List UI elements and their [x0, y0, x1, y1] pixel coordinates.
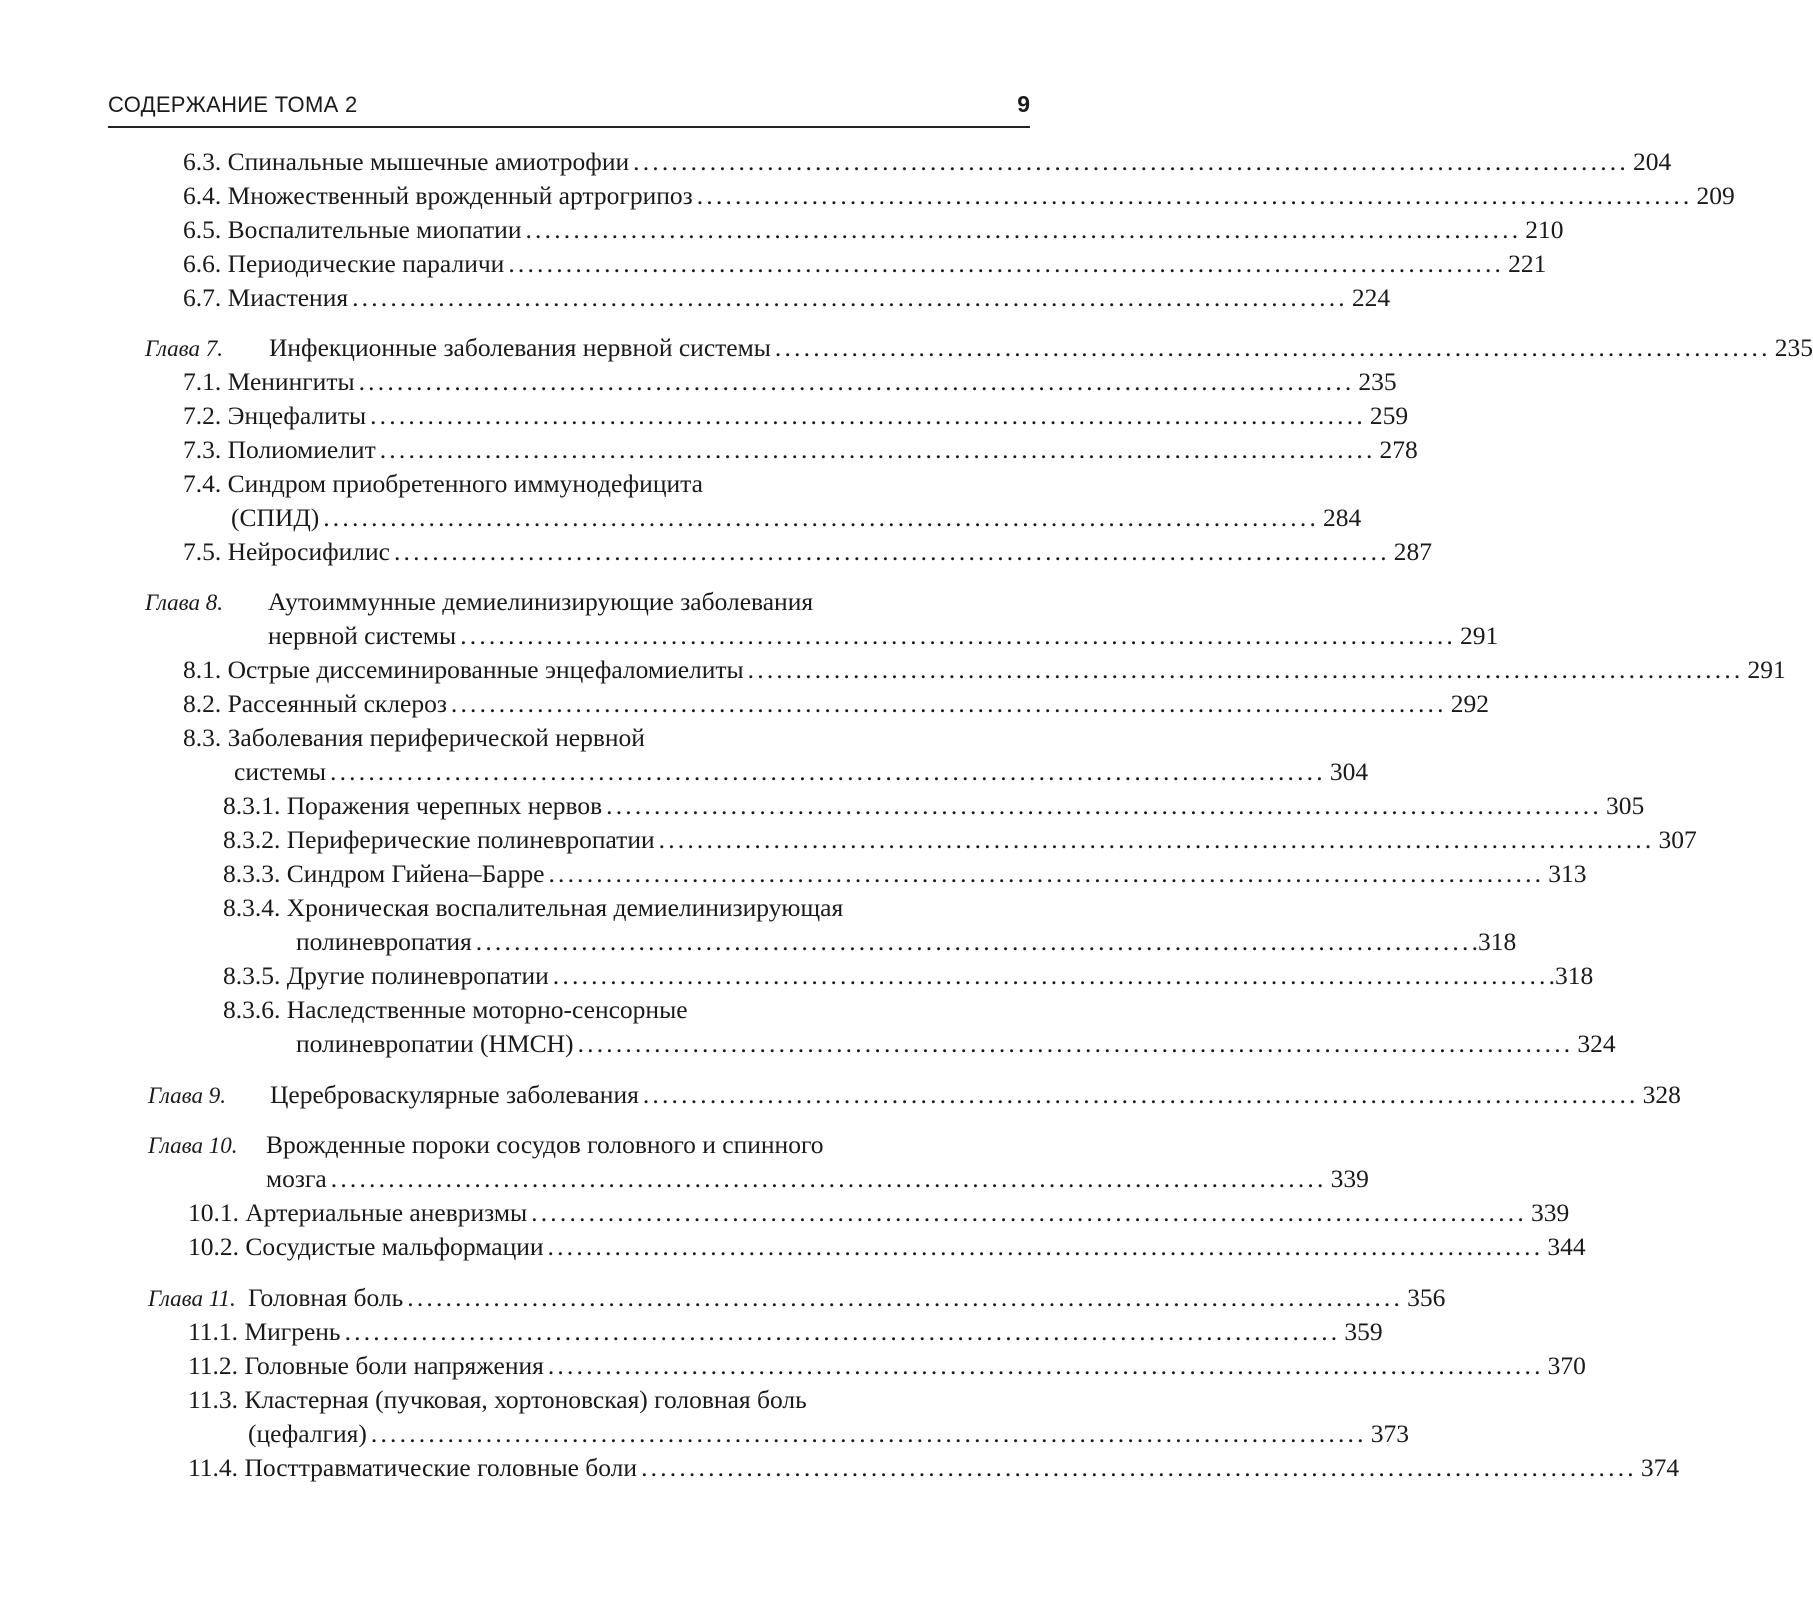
entry-title: Воспалительные миопатии [227, 215, 522, 244]
dot-leader: ........................................................................................................ [642, 1080, 1639, 1109]
entry-title: Множественный врожденный артрогрипоз [227, 181, 693, 210]
dot-leader: ........................................................................................................ [323, 503, 1320, 532]
entry-title: Спинальные мышечные амиотрофии [227, 147, 630, 176]
dot-leader: ........................................................................................................ [548, 859, 1545, 888]
toc-entry-8-3-1[interactable] [223, 789, 1645, 823]
dot-leader: ........................................................................................................ [696, 181, 1693, 210]
entry-title: Рассеянный склероз [227, 689, 447, 718]
toc-entry-8-3-line2[interactable] [234, 755, 1369, 789]
toc-entry-7-4-line1[interactable] [183, 467, 1013, 501]
page-number: 9 [1017, 91, 1030, 117]
entry-number: 7.1. [183, 367, 222, 396]
chapter-label: Глава 11. [148, 1286, 236, 1311]
toc-entry-8-3-6-line1[interactable] [223, 993, 1013, 1027]
entry-number: 6.5. [183, 215, 222, 244]
entry-page: 235 [1358, 367, 1397, 396]
entry-page: 339 [1530, 1198, 1570, 1227]
entry-number: 10.1. [188, 1198, 239, 1227]
entry-page: 373 [1370, 1419, 1409, 1448]
chapter-label: Глава 10. [148, 1133, 238, 1158]
entry-page: 344 [1547, 1232, 1586, 1261]
entry-title: Периферические полиневропатии [286, 825, 655, 854]
entry-number: 8.3.1. [223, 791, 281, 820]
entry-title-continued: полиневропатии (НМСН) [296, 1029, 574, 1058]
entry-page: 210 [1525, 215, 1564, 244]
entry-title-continued: (СПИД) [231, 503, 320, 532]
entry-number: 8.1. [183, 655, 222, 684]
dot-leader: ........................................................................................................ [606, 791, 1602, 820]
toc-entry-7-2[interactable] [183, 399, 1409, 433]
entry-number: 11.1. [188, 1317, 239, 1346]
chapter-title-continued: нервной системы [268, 621, 457, 650]
entry-page: 291 [1747, 655, 1786, 684]
dot-leader: ........................................................................................................ [370, 1419, 1367, 1448]
entry-title: Артериальные аневризмы [245, 1198, 528, 1227]
toc-entry-6-3[interactable] [183, 145, 1672, 179]
entry-title: Поражения черепных нервов [286, 791, 603, 820]
entry-title: Синдром Гийена–Барре [286, 859, 545, 888]
toc-chapter-8-line2[interactable] [268, 619, 1499, 653]
toc-entry-11-3-line2[interactable] [248, 1417, 1409, 1451]
entry-page: 224 [1351, 283, 1391, 312]
toc-entry-8-3-5[interactable] [223, 959, 1594, 993]
toc-entry-7-4-line2[interactable] [231, 501, 1362, 535]
toc-entry-11-4[interactable] [188, 1451, 1680, 1485]
toc-entry-7-3[interactable] [183, 433, 1418, 467]
dot-leader: ........................................................................................................ [475, 927, 1472, 956]
entry-number: 11.2. [188, 1351, 239, 1380]
entry-number: 7.5. [183, 537, 222, 566]
entry-number: 6.4. [183, 181, 222, 210]
toc-chapter-8-line1[interactable] [145, 585, 1013, 619]
toc-entry-6-7[interactable] [183, 281, 1391, 315]
entry-title-continued: (цефалгия) [248, 1419, 367, 1448]
entry-title: Наследственные моторно-сенсорные [286, 995, 688, 1024]
chapter-title: Аутоиммунные демиелинизирующие заболевания [268, 587, 814, 616]
chapter-title: Головная боль [248, 1283, 404, 1312]
dot-leader: ........................................................................................................ [531, 1198, 1527, 1227]
entry-page: 313 [1548, 859, 1587, 888]
entry-title: Синдром приобретенного иммунодефицита [227, 469, 703, 498]
toc-entry-8-1[interactable] [183, 653, 1786, 687]
dot-leader: ........................................................................................................ [641, 1453, 1637, 1482]
entry-title: Сосудистые мальформации [245, 1232, 544, 1261]
dot-leader: ........................................................................................................ [633, 147, 1629, 176]
entry-number: 8.3.3. [223, 859, 281, 888]
dot-leader: ........................................................................................................ [344, 1317, 1341, 1346]
dot-leader: ........................................................................................................ [547, 1351, 1544, 1380]
entry-title-continued: системы [234, 757, 327, 786]
entry-title: Кластерная (пучковая, хортоновская) головная боль [244, 1385, 807, 1414]
chapter-title: Цереброваскулярные заболевания [270, 1080, 639, 1109]
toc-entry-11-3-line1[interactable] [188, 1383, 1013, 1417]
entry-page: 374 [1640, 1453, 1680, 1482]
toc-entry-11-2[interactable] [188, 1349, 1586, 1383]
entry-page: 304 [1329, 757, 1369, 786]
entry-number: 8.2. [183, 689, 222, 718]
entry-page: 292 [1450, 689, 1489, 718]
dot-leader: ........................................................................................................ [379, 435, 1376, 464]
entry-page: 235 [1774, 333, 1813, 362]
entry-title: Миастения [227, 283, 349, 312]
entry-title: Энцефалиты [227, 401, 367, 430]
toc-entry-6-6[interactable] [183, 247, 1547, 281]
chapter-label: Глава 7. [145, 336, 223, 361]
toc-entry-8-2[interactable] [183, 687, 1489, 721]
entry-number: 10.2. [188, 1232, 239, 1261]
entry-number: 8.3.4. [223, 893, 281, 922]
entry-page: 221 [1508, 249, 1547, 278]
toc-entry-8-3-4-line1[interactable] [223, 891, 1013, 925]
entry-page: 307 [1658, 825, 1697, 854]
entry-title: Менингиты [227, 367, 355, 396]
entry-page: 339 [1330, 1164, 1369, 1193]
toc-chapter-11[interactable] [148, 1281, 1446, 1315]
chapter-label: Глава 8. [145, 590, 223, 615]
entry-page: 359 [1344, 1317, 1383, 1346]
dot-leader: ........................................................................................................ [547, 1232, 1544, 1261]
entry-number: 11.3. [188, 1385, 239, 1414]
toc-entry-8-3-4-line2[interactable] [296, 925, 1517, 959]
entry-title: Головные боли напряжения [244, 1351, 544, 1380]
entry-page: 324 [1577, 1029, 1616, 1058]
entry-number: 6.6. [183, 249, 222, 278]
entry-number: 6.7. [183, 283, 222, 312]
entry-number: 8.3.2. [223, 825, 281, 854]
entry-number: 8.3.5. [223, 961, 281, 990]
chapter-title: Врожденные пороки сосудов головного и спинного [266, 1130, 824, 1159]
toc-entry-6-4[interactable] [183, 179, 1735, 213]
toc-entry-8-3-6-line2[interactable] [296, 1027, 1616, 1061]
entry-page: 291 [1460, 621, 1499, 650]
entry-page: 204 [1632, 147, 1672, 176]
dot-leader: ........................................................................................................ [460, 621, 1456, 650]
entry-number: 7.4. [183, 469, 222, 498]
dot-leader: ........................................................................................................ [508, 249, 1505, 278]
toc-entry-8-3-3[interactable] [223, 857, 1587, 891]
entry-page: 284 [1323, 503, 1362, 532]
toc-entry-7-5[interactable] [183, 535, 1433, 569]
entry-title: Другие полиневропатии [286, 961, 549, 990]
toc-chapter-7[interactable] [145, 331, 1813, 365]
toc-chapter-10-line2[interactable] [266, 1162, 1369, 1196]
chapter-title-continued: мозга [266, 1164, 327, 1193]
dot-leader: ........................................................................................................ [774, 333, 1771, 362]
toc-entry-10-1[interactable] [188, 1196, 1570, 1230]
entry-page: 370 [1547, 1351, 1586, 1380]
entry-number: 7.2. [183, 401, 222, 430]
toc-entry-7-1[interactable] [183, 365, 1397, 399]
chapter-label: Глава 9. [148, 1083, 226, 1108]
toc-chapter-9[interactable] [148, 1078, 1681, 1112]
dot-leader: ........................................................................................................ [407, 1283, 1404, 1312]
entry-number: 8.3. [183, 723, 222, 752]
entry-page: 305 [1605, 791, 1645, 820]
entry-title: Заболевания периферической нервной [227, 723, 645, 752]
chapter-title: Инфекционные заболевания нервной системы [269, 333, 771, 362]
toc-entry-11-1[interactable] [188, 1315, 1383, 1349]
toc-entry-10-2[interactable] [188, 1230, 1586, 1264]
entry-page: 287 [1393, 537, 1433, 566]
entry-number: 6.3. [183, 147, 222, 176]
dot-leader: ........................................................................................................ [747, 655, 1744, 684]
entry-number: 8.3.6. [223, 995, 281, 1024]
entry-page: 328 [1642, 1080, 1681, 1109]
dot-leader: ........................................................................................................ [352, 283, 1348, 312]
entry-title: Полиомиелит [227, 435, 376, 464]
entry-page: 278 [1379, 435, 1418, 464]
entry-page: .318 [1548, 961, 1594, 990]
entry-page: 259 [1369, 401, 1409, 430]
running-title: СОДЕРЖАНИЕ ТОМА 2 [108, 92, 358, 117]
entry-title: Нейросифилис [227, 537, 390, 566]
dot-leader: ........................................................................................................ [658, 825, 1655, 854]
toc-entry-8-3-2[interactable] [223, 823, 1697, 857]
dot-leader: ........................................................................................................ [525, 215, 1522, 244]
entry-title: Хроническая воспалительная демиелинизирующая [286, 893, 844, 922]
entry-title: Периодические параличи [227, 249, 505, 278]
dot-leader: ........................................................................................................ [330, 757, 1326, 786]
toc-entry-8-3-line1[interactable] [183, 721, 1013, 755]
entry-page: .318 [1471, 927, 1517, 956]
entry-page: 356 [1407, 1283, 1446, 1312]
entry-title: Посттравматические головные боли [244, 1453, 638, 1482]
entry-number: 11.4. [188, 1453, 239, 1482]
dot-leader: ........................................................................................................ [393, 537, 1390, 566]
entry-title: Острые диссеминированные энцефаломиелиты [227, 655, 744, 684]
dot-leader: ........................................................................................................ [358, 367, 1355, 396]
entry-title-continued: полиневропатия [296, 927, 472, 956]
dot-leader: ........................................................................................................ [370, 401, 1366, 430]
toc-entry-6-5[interactable] [183, 213, 1564, 247]
dot-leader: ........................................................................................................ [577, 1029, 1574, 1058]
dot-leader: ........................................................................................................ [450, 689, 1447, 718]
entry-number: 7.3. [183, 435, 222, 464]
toc-chapter-10-line1[interactable] [148, 1128, 1013, 1162]
entry-page: 209 [1696, 181, 1735, 210]
entry-title: Мигрень [244, 1317, 341, 1346]
dot-leader: ........................................................................................................ [552, 961, 1549, 990]
dot-leader: ........................................................................................................ [330, 1164, 1327, 1193]
